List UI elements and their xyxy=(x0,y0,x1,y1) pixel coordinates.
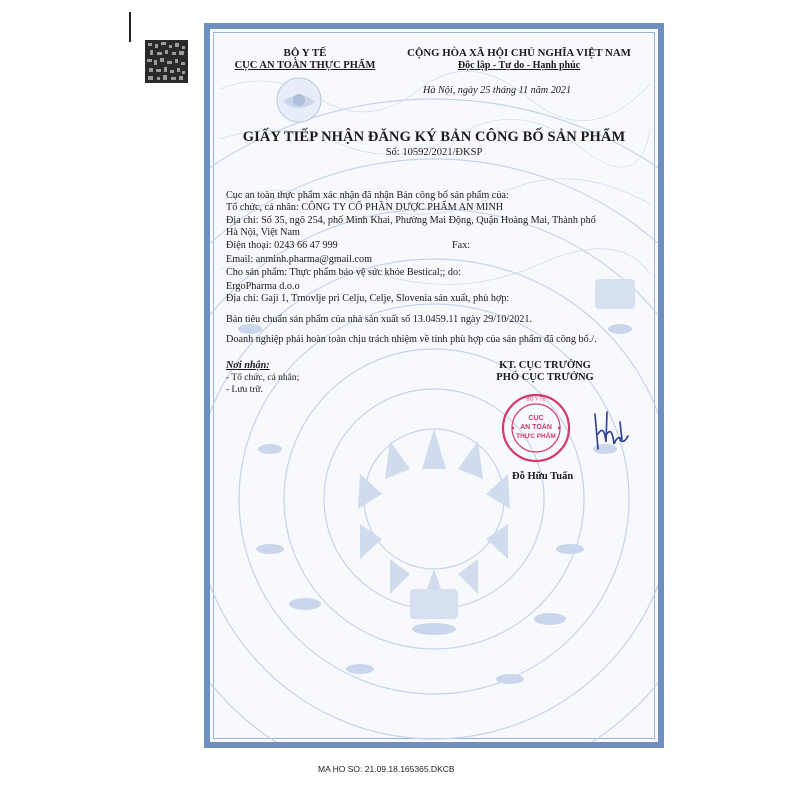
seal-line-2: AN TOÀN xyxy=(520,424,552,431)
official-seal xyxy=(500,392,572,464)
phone: Điện thoại: 0243 66 47 999 xyxy=(226,240,338,251)
seal-line-1: CỤC xyxy=(528,415,544,422)
signer-name: Đỗ Hữu Tuấn xyxy=(512,471,574,482)
email: Email: anminh.pharma@gmail.com xyxy=(226,254,373,265)
scan-mark xyxy=(129,12,131,42)
handwritten-signature xyxy=(590,404,630,454)
fax: Fax: xyxy=(452,240,471,251)
address-line-2: Hà Nội, Việt Nam xyxy=(226,227,300,238)
standard-reference: Bản tiêu chuẩn sản phẩm của nhà sản xuất số 13.0459.11 ngày 29/10/2021. xyxy=(226,314,533,325)
intro-text: Cục an toàn thực phẩm xác nhận đã nhận Bản công bố sản phẩm của: xyxy=(226,190,509,201)
ministry-name: BỘ Y TẾ xyxy=(283,47,327,59)
file-code: MA HO SO: 21.09.18.165365.DKCB xyxy=(318,764,455,774)
document-title: GIẤY TIẾP NHẬN ĐĂNG KÝ BẢN CÔNG BỐ SẢN PHẨM xyxy=(242,129,626,145)
place-date: Hà Nội, ngày 25 tháng 11 năm 2021 xyxy=(423,85,572,96)
seal-ring-text: BỘ Y TẾ xyxy=(526,396,546,403)
country-name: CỘNG HÒA XÃ HỘI CHỦ NGHĨA VIỆT NAM xyxy=(407,47,631,59)
national-motto: Độc lập - Tự do - Hạnh phúc xyxy=(457,60,581,71)
recipient-item: - Tổ chức, cá nhân; xyxy=(226,373,300,383)
seal-line-3: THỰC PHẨM xyxy=(516,433,556,440)
manufacturer-address: Địa chỉ: Gaji 1, Trnovlje pri Celju, Celje, Slovenia sản xuất, phù hợp: xyxy=(226,293,510,304)
responsibility-statement: Doanh nghiệp phải hoàn toàn chịu trách nhiệm về tính phù hợp của sản phẩm đã công bố./. xyxy=(226,334,597,345)
signature-title-2: PHÓ CỤC TRƯỞNG xyxy=(496,372,594,383)
recipients-heading: Nơi nhận: xyxy=(226,360,270,371)
manufacturer: ErgoPharma d.o.o xyxy=(226,281,300,292)
department-name: CỤC AN TOÀN THỰC PHẨM xyxy=(234,60,376,71)
organization: Tổ chức, cá nhân: CÔNG TY CỔ PHẦN DƯỢC PHẨM AN MINH xyxy=(226,202,504,213)
document-number: Số: 10592/2021/ĐKSP xyxy=(385,147,483,158)
signature-title-1: KT. CỤC TRƯỞNG xyxy=(499,360,591,371)
recipient-item: - Lưu trữ. xyxy=(226,385,263,395)
certificate-frame xyxy=(204,23,664,748)
qr-code xyxy=(145,40,188,83)
certificate-content xyxy=(210,29,658,742)
product: Cho sản phẩm: Thực phẩm bảo vệ sức khỏe Bestical;; do: xyxy=(226,267,461,278)
address-line-1: Địa chỉ: Số 35, ngõ 254, phố Minh Khai, Phường Mai Động, Quận Hoàng Mai, Thành phố xyxy=(226,215,596,226)
